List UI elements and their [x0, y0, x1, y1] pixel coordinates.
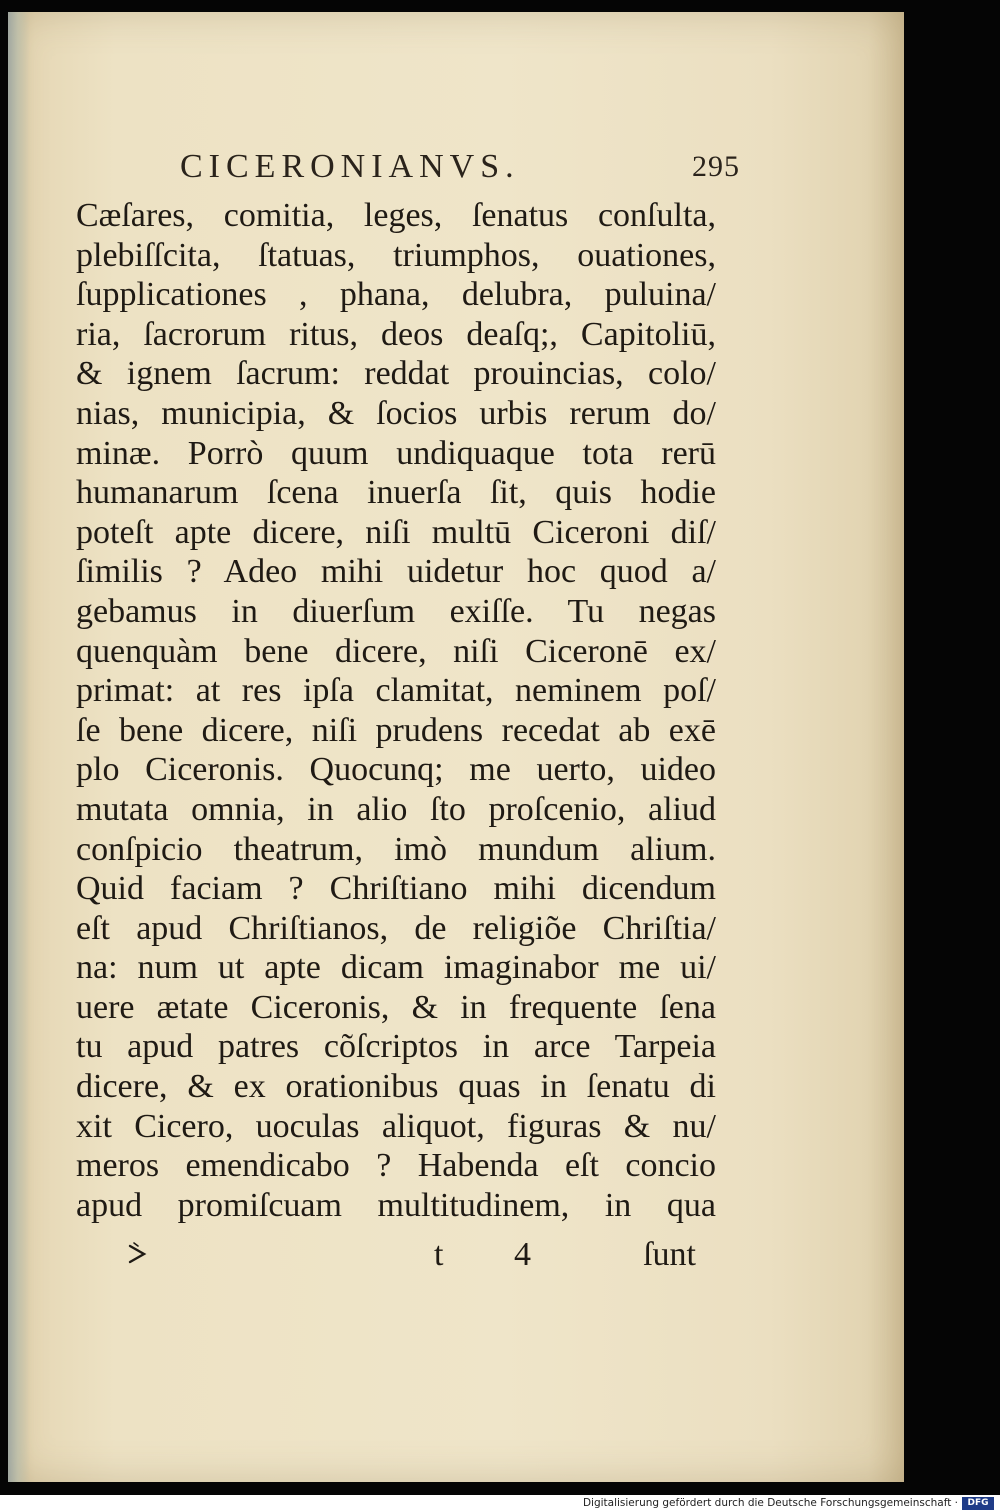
text-line: & ignem ſacrum: reddat prouincias, colo/: [76, 355, 716, 393]
text-line: ſimilis ? Adeo mihi uidetur hoc quod a/: [76, 553, 716, 591]
signature-mark: t: [434, 1236, 444, 1273]
body-text: [76, 196, 716, 1225]
text-line: na: num ut apte dicam imaginabor me ui/: [76, 949, 716, 987]
text-line: Quid faciam ? Chriſtiano mihi dicendum: [76, 870, 716, 908]
dfg-logo-icon: DFG: [962, 1497, 994, 1510]
text-line: ſupplicationes , phana, delubra, puluina/: [76, 276, 716, 314]
text-line: humanarum ſcena inuerſa ſit, quis hodie: [76, 474, 716, 512]
running-title: CICERONIANVS.: [180, 148, 520, 185]
digitization-credit-bar: [0, 1495, 1000, 1512]
text-line: poteſt apte dicere, niſi multū Ciceroni diſ/: [76, 513, 716, 551]
text-line: eſt apud Chriſtianos, de religiõe Chriſtia/: [76, 909, 716, 947]
text-line: tu apud patres cõſcriptos in arce Tarpeia: [76, 1028, 716, 1066]
text-line: Cæſares, comitia, leges, ſenatus conſulta,: [76, 197, 716, 234]
text-line: plo Ciceronis. Quocunq; me uerto, uideo: [76, 751, 716, 789]
text-line: apud promiſcuam multitudinem, in qua: [76, 1186, 716, 1224]
text-line: nias, municipia, & ſocios urbis rerum do/: [76, 394, 716, 432]
running-head: [170, 148, 740, 192]
text-line: mutata omnia, in alio ſto proſcenio, aliud: [76, 790, 716, 828]
page-gutter-shadow: [8, 12, 30, 1482]
text-line: plebiſſcita, ſtatuas, triumphos, ouationes,: [76, 236, 716, 274]
credit-text: Digitalisierung gefördert durch die Deutsche Forschungsgemeinschaft ·: [582, 1497, 958, 1509]
signature-number: 4: [514, 1236, 531, 1273]
text-line: conſpicio theatrum, imò mundum alium.: [76, 830, 716, 868]
text-line: quenquàm bene dicere, niſi Ciceronē ex/: [76, 632, 716, 670]
text-line: uere ætate Ciceronis, & in frequente ſena: [76, 988, 716, 1026]
text-line: gebamus in diuerſum exiſſe. Tu negas: [76, 592, 716, 630]
text-line: primat: at res ipſa clamitat, neminem poſ/: [76, 672, 716, 710]
text-line: meros emendicabo ? Habenda eſt concio: [76, 1147, 716, 1185]
text-line: xit Cicero, uoculas aliquot, figuras & nu/: [76, 1107, 716, 1145]
hand-ornament-icon: [126, 1240, 150, 1270]
signature-line: [76, 1236, 716, 1276]
text-line: dicere, & ex orationibus quas in ſenatu di: [76, 1068, 716, 1106]
page-number: 295: [692, 150, 740, 183]
text-line: ria, ſacrorum ritus, deos deaſq;, Capitoliū,: [76, 315, 716, 353]
catchword: ſunt: [643, 1236, 696, 1273]
text-line: ſe bene dicere, niſi prudens recedat ab exē: [76, 711, 716, 749]
text-line: minæ. Porrò quum undiquaque tota rerū: [76, 434, 716, 472]
